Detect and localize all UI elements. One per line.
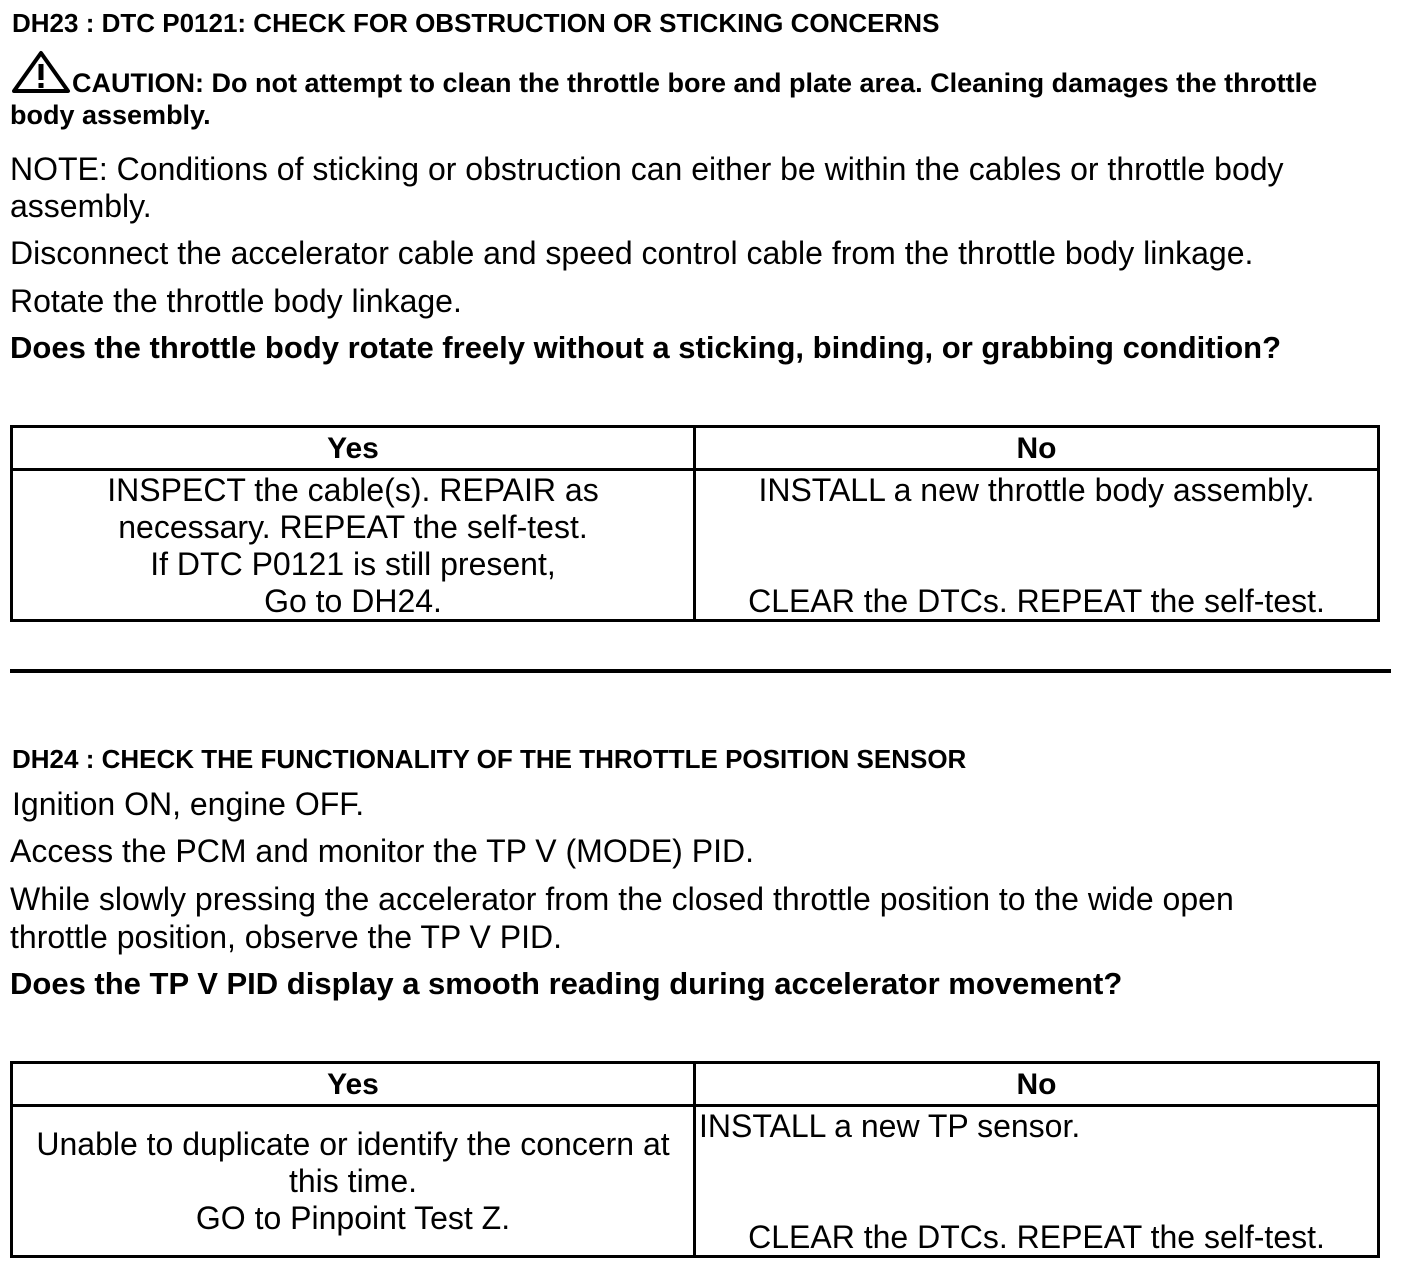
no-line-1: INSTALL a new TP sensor.: [699, 1108, 1081, 1144]
section-header-dh23: DH23 : DTC P0121: CHECK FOR OBSTRUCTION OR STICKING CONCERNS: [12, 8, 940, 38]
section-header-dh24: DH24 : CHECK THE FUNCTIONALITY OF THE THROTTLE POSITION SENSOR: [12, 744, 967, 774]
yes-line: If DTC P0121 is still present,: [150, 546, 556, 582]
no-line-2: CLEAR the DTCs. REPEAT the self-test.: [748, 1219, 1325, 1255]
section-divider: [10, 669, 1391, 673]
step-rotate-linkage: Rotate the throttle body linkage.: [10, 283, 462, 319]
note-line-2: assembly.: [10, 188, 152, 224]
result-table-dh23: [10, 425, 1380, 622]
yes-line: GO to Pinpoint Test Z.: [195, 1200, 511, 1236]
note-line-1: NOTE: Conditions of sticking or obstruction can either be within the cables or throttle body: [10, 151, 1284, 187]
yes-header: Yes: [327, 432, 379, 465]
step-ignition: Ignition ON, engine OFF.: [12, 786, 365, 822]
no-line-1: INSTALL a new throttle body assembly.: [758, 472, 1315, 508]
yes-line: INSPECT the cable(s). REPAIR as: [107, 472, 599, 508]
step-press-accelerator-line-1: While slowly pressing the accelerator from the closed throttle position to the wide open: [10, 881, 1234, 917]
step-disconnect-cables: Disconnect the accelerator cable and speed control cable from the throttle body linkage.: [10, 235, 1254, 271]
yes-cell: [13, 472, 693, 620]
step-press-accelerator-line-2: throttle position, observe the TP V PID.: [10, 919, 562, 955]
step-access-pcm: Access the PCM and monitor the TP V (MODE) PID.: [10, 833, 754, 869]
yes-line: this time.: [288, 1163, 418, 1199]
question-dh24: Does the TP V PID display a smooth reading during accelerator movement?: [10, 966, 1123, 1001]
yes-line: Unable to duplicate or identify the concern at: [36, 1126, 670, 1162]
result-table-dh24: [10, 1061, 1380, 1258]
warning-triangle-icon: [10, 50, 72, 94]
no-header: No: [1016, 432, 1057, 465]
no-line-2: CLEAR the DTCs. REPEAT the self-test.: [748, 583, 1325, 619]
caution-text: Do not attempt to clean the throttle bore and plate area. Cleaning damages the throttle body assembly.: [10, 68, 1318, 130]
yes-header: Yes: [327, 1068, 379, 1101]
yes-cell: [13, 1126, 693, 1237]
question-dh23: Does the throttle body rotate freely without a sticking, binding, or grabbing condition?: [10, 330, 1282, 365]
caution-note: [10, 50, 1370, 131]
no-header: No: [1016, 1068, 1057, 1101]
yes-line: Go to DH24.: [264, 583, 442, 619]
caution-label: CAUTION:: [72, 68, 204, 98]
yes-line: necessary. REPEAT the self-test.: [118, 509, 588, 545]
